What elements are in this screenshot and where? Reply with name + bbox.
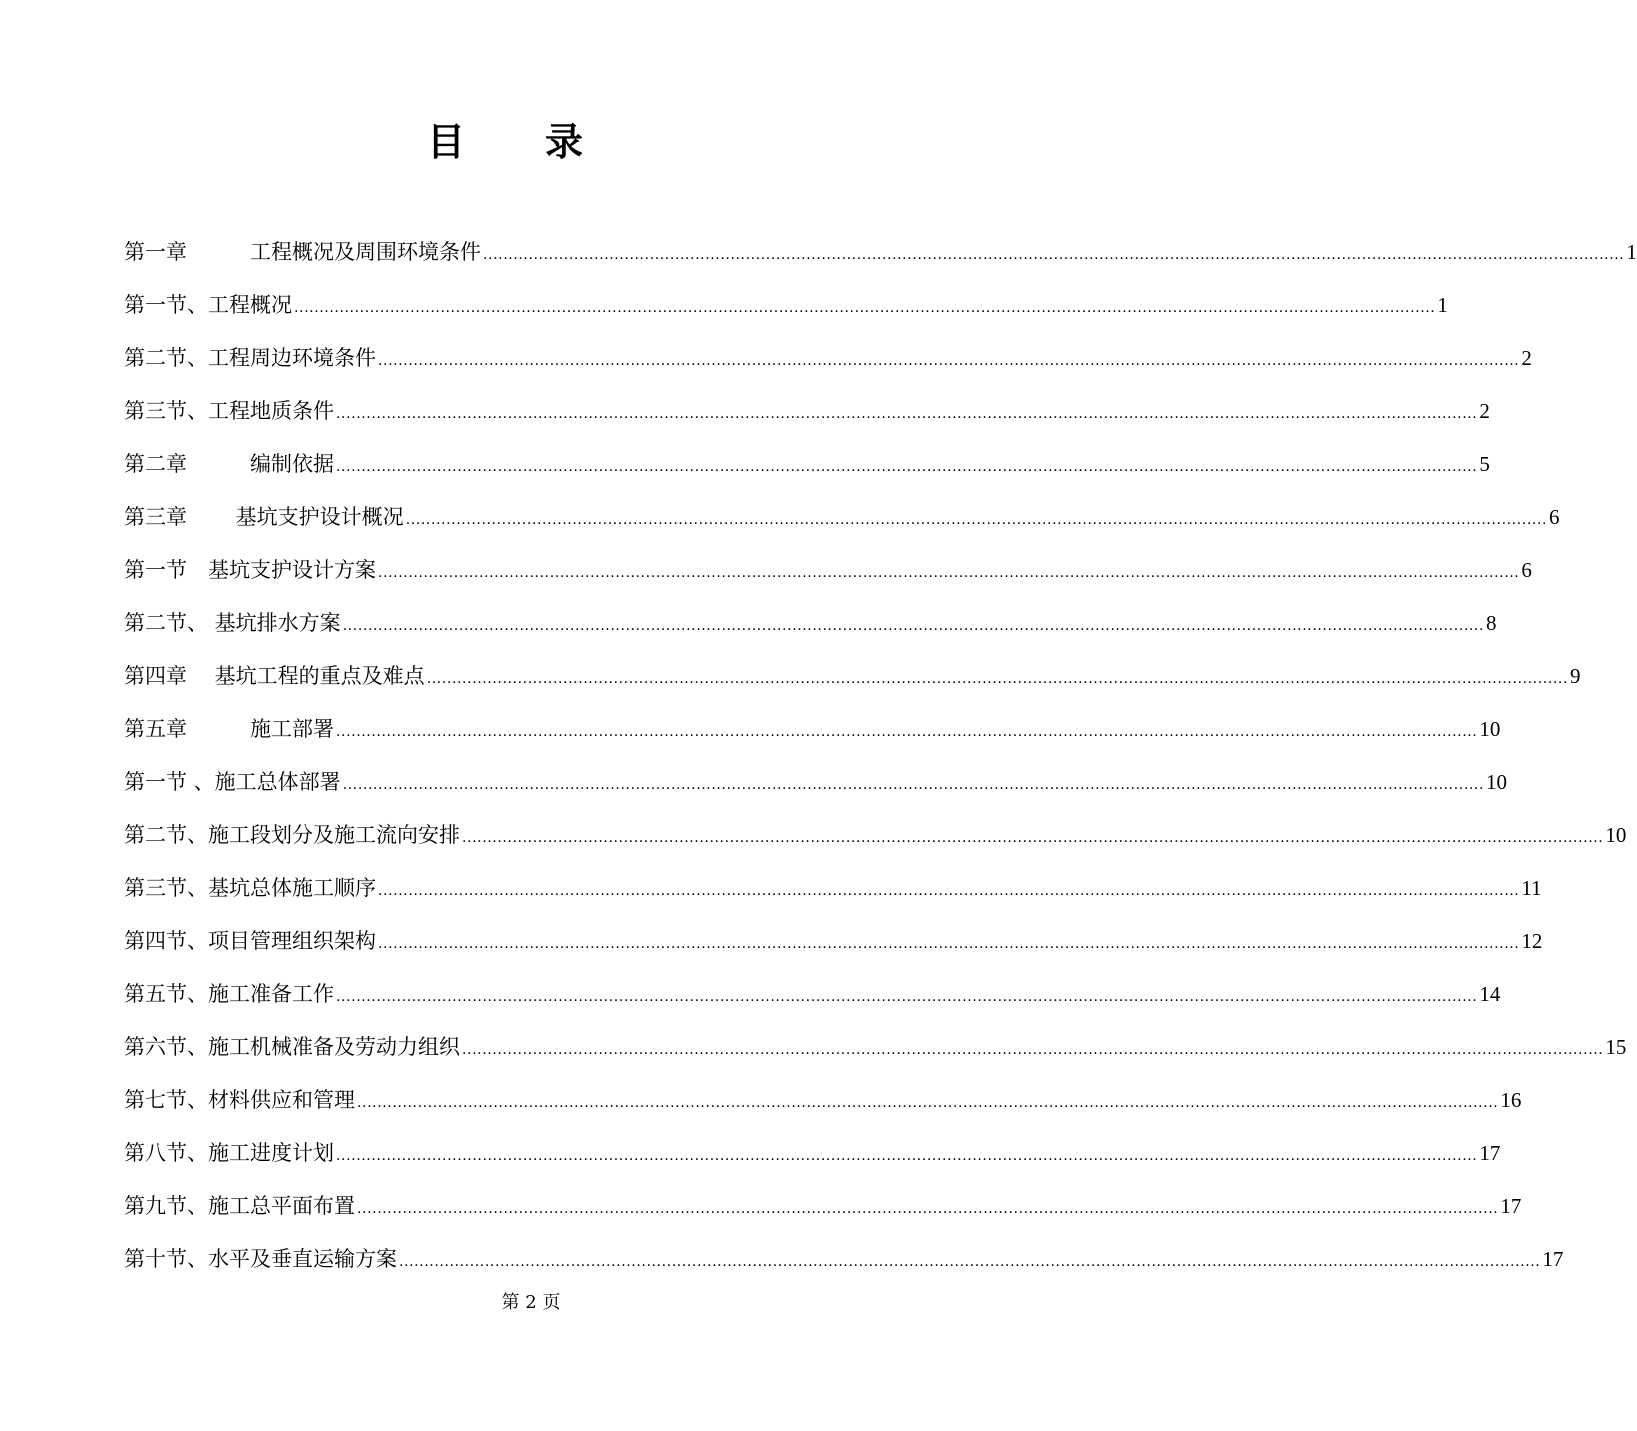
toc-leader-dots: .................................................................................................................................................................................................................................. <box>483 247 1625 263</box>
toc-entry-section-3-2[interactable] <box>124 597 1497 650</box>
toc-entry-section-5-4[interactable] <box>124 915 1543 968</box>
toc-entry-section-5-1[interactable] <box>124 756 1508 809</box>
toc-entry-title: 第一节 、施工总体部署 <box>124 770 341 794</box>
toc-entry-title: 第九节、施工总平面布置 <box>124 1194 355 1218</box>
toc-entry-section-5-3[interactable] <box>124 862 1542 915</box>
toc-entry-section-5-2[interactable] <box>124 809 1627 862</box>
toc-entry-section-1-2[interactable] <box>124 332 1532 385</box>
toc-leader-dots: .................................................................................................................................................................................................................................. <box>357 1095 1499 1111</box>
toc-leader-dots: .................................................................................................................................................................................................................................. <box>399 1254 1541 1270</box>
toc-entry-chapter-4[interactable] <box>124 650 1581 703</box>
toc-leader-dots: .................................................................................................................................................................................................................................. <box>336 406 1478 422</box>
toc-entry-title: 第二节、 基坑排水方案 <box>124 611 341 635</box>
toc-leader-dots: .................................................................................................................................................................................................................................. <box>294 300 1436 316</box>
toc-entry-title: 第五章 施工部署 <box>124 717 334 741</box>
toc-page-number: 6 <box>1549 505 1560 529</box>
toc-leader-dots: .................................................................................................................................................................................................................................. <box>405 512 1548 528</box>
toc-page-number: 10 <box>1486 770 1508 794</box>
toc-page-number: 16 <box>1500 1088 1522 1112</box>
toc-leader-dots: .................................................................................................................................................................................................................................. <box>336 989 1478 1005</box>
toc-leader-dots: .................................................................................................................................................................................................................................. <box>462 1042 1604 1058</box>
toc-entry-chapter-3[interactable] <box>124 491 1560 544</box>
toc-page-number: 17 <box>1479 1141 1501 1165</box>
toc-leader-dots: .................................................................................................................................................................................................................................. <box>342 777 1485 793</box>
toc-entry-title: 第十节、水平及垂直运输方案 <box>124 1247 397 1271</box>
toc-leader-dots: .................................................................................................................................................................................................................................. <box>462 830 1604 846</box>
toc-page-number: 5 <box>1479 452 1490 476</box>
toc-entry-title: 第七节、材料供应和管理 <box>124 1088 355 1112</box>
toc-entry-section-1-3[interactable] <box>124 385 1490 438</box>
toc-entry-section-5-10[interactable] <box>124 1233 1564 1286</box>
toc-page-number: 17 <box>1542 1247 1564 1271</box>
toc-entry-section-5-5[interactable] <box>124 968 1501 1021</box>
toc-entry-chapter-2[interactable] <box>124 438 1490 491</box>
toc-entry-chapter-1[interactable] <box>124 226 1637 279</box>
title-char-1: 目 <box>426 120 467 164</box>
toc-leader-dots: .................................................................................................................................................................................................................................. <box>426 671 1569 687</box>
toc-page-number: 10 <box>1605 823 1627 847</box>
toc-entry-section-5-7[interactable] <box>124 1074 1522 1127</box>
toc-entry-chapter-5[interactable] <box>124 703 1501 756</box>
toc-entry-title: 第二节、施工段划分及施工流向安排 <box>124 823 460 847</box>
toc-leader-dots: .................................................................................................................................................................................................................................. <box>336 724 1478 740</box>
toc-leader-dots: .................................................................................................................................................................................................................................. <box>357 1201 1499 1217</box>
toc-leader-dots: .................................................................................................................................................................................................................................. <box>378 353 1520 369</box>
toc-page-number: 1 <box>1437 293 1448 317</box>
toc-entry-section-5-8[interactable] <box>124 1127 1501 1180</box>
toc-page-number: 2 <box>1521 346 1532 370</box>
page-footer <box>0 1288 1012 1318</box>
toc-leader-dots: .................................................................................................................................................................................................................................. <box>378 936 1520 952</box>
page-number-label: 第 2 页 <box>501 1292 561 1313</box>
toc-entry-title: 第四章 基坑工程的重点及难点 <box>124 664 425 688</box>
title-char-2: 录 <box>545 120 586 164</box>
toc-entry-title: 第一章 工程概况及周围环境条件 <box>124 240 481 264</box>
toc-page-number: 14 <box>1479 982 1501 1006</box>
toc-entry-section-1-1[interactable] <box>124 279 1448 332</box>
toc-entry-title: 第一节、工程概况 <box>124 293 292 317</box>
toc-entry-title: 第五节、施工准备工作 <box>124 982 334 1006</box>
page-title <box>0 112 1012 172</box>
toc-page-number: 17 <box>1500 1194 1522 1218</box>
toc-leader-dots: .................................................................................................................................................................................................................................. <box>378 883 1520 899</box>
toc-entry-title: 第一节 基坑支护设计方案 <box>124 558 376 582</box>
toc-entry-title: 第三节、工程地质条件 <box>124 399 334 423</box>
toc-page-number: 11 <box>1521 876 1542 900</box>
toc-leader-dots: .................................................................................................................................................................................................................................. <box>378 565 1520 581</box>
toc-entry-section-3-1[interactable] <box>124 544 1532 597</box>
toc-page-number: 8 <box>1486 611 1497 635</box>
toc-entry-title: 第三章 基坑支护设计概况 <box>124 505 404 529</box>
toc-page-number: 1 <box>1626 240 1637 264</box>
toc-entry-title: 第三节、基坑总体施工顺序 <box>124 876 376 900</box>
toc-page-number: 6 <box>1521 558 1532 582</box>
toc-leader-dots: .................................................................................................................................................................................................................................. <box>336 1148 1478 1164</box>
toc-entry-title: 第二节、工程周边环境条件 <box>124 346 376 370</box>
toc-leader-dots: .................................................................................................................................................................................................................................. <box>336 459 1478 475</box>
toc-entry-title: 第二章 编制依据 <box>124 452 334 476</box>
toc-entry-section-5-6[interactable] <box>124 1021 1627 1074</box>
toc-page-number: 9 <box>1570 664 1581 688</box>
toc-page-number: 12 <box>1521 929 1543 953</box>
table-of-contents <box>124 226 1637 1286</box>
toc-page-number: 10 <box>1479 717 1501 741</box>
toc-entry-title: 第六节、施工机械准备及劳动力组织 <box>124 1035 460 1059</box>
toc-entry-title: 第四节、项目管理组织架构 <box>124 929 376 953</box>
toc-entry-title: 第八节、施工进度计划 <box>124 1141 334 1165</box>
toc-leader-dots: .................................................................................................................................................................................................................................. <box>342 618 1485 634</box>
toc-page-number: 15 <box>1605 1035 1627 1059</box>
toc-page-number: 2 <box>1479 399 1490 423</box>
toc-entry-section-5-9[interactable] <box>124 1180 1522 1233</box>
